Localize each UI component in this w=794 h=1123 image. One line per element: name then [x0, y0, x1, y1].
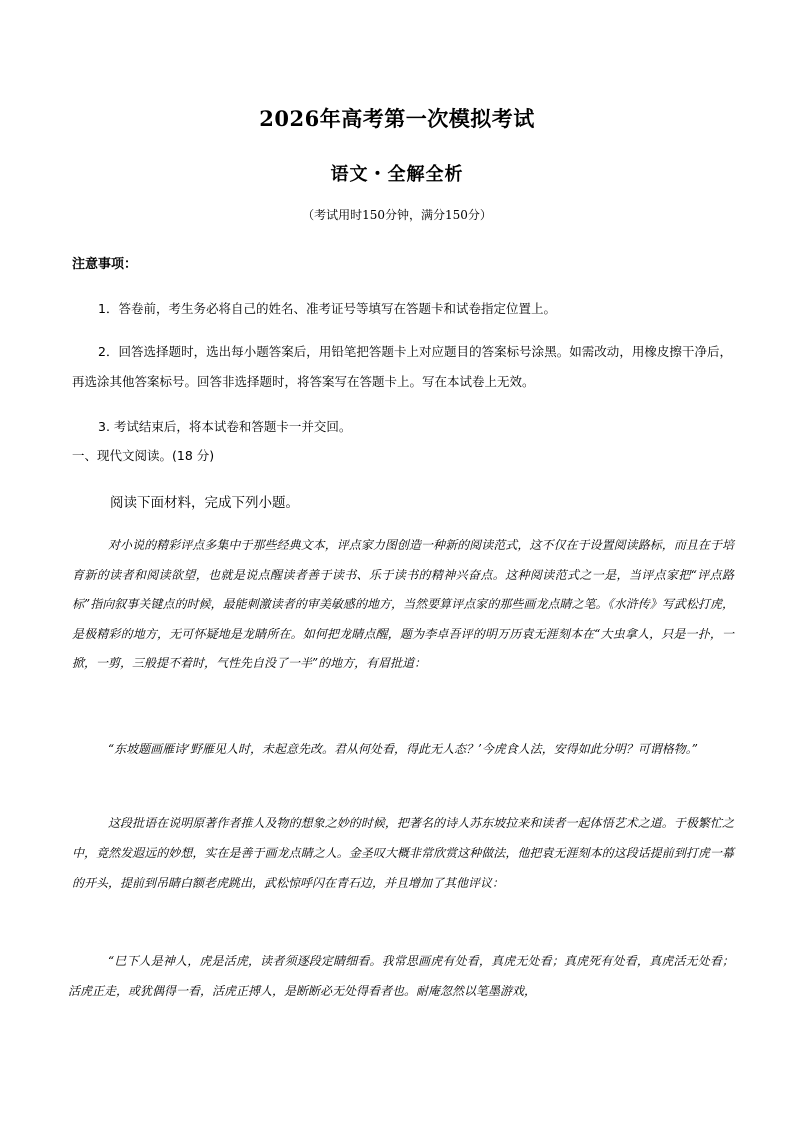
passage-paragraph-4: “巳下人是神人，虎是活虎，读者须逐段定睛细看。我常思画虎有处看，真虎无处看；真虎死有处看，真虎活无处看；活虎正走，或犹偶得一看，活虎正搏人，是断断必无处得看者也。耐庵忽然以笔墨游戏，: [68, 954, 734, 998]
passage-paragraph-3: 这段批语在说明原著作者推人及物的想象之妙的时候，把著名的诗人苏东坡拉来和读者一起体悟艺术之道。于极繁忙之中，竟然发遐远的妙想，实在是善于画龙点睛之人。金圣叹大概非常欣赏这种做法，他把袁无涯刻本的这段话提前到打虎一幕的开头，提前到吊睛白额老虎跳出，武松惊呼闪在青石边，并且增加了其他评议：: [72, 816, 734, 890]
reading-instruction: 阅读下面材料，完成下列小题。: [110, 495, 299, 511]
exam-title: 2026年高考第一次模拟考试: [259, 106, 535, 131]
exam-subtitle: 语文・全解全析: [330, 164, 464, 185]
notice-heading: 注意事项：: [72, 257, 138, 272]
exam-time-info: （考试用时150分钟，满分150分）: [302, 208, 492, 222]
passage-paragraph-2: “东坡题画雁诗‘野雁见人时，未起意先改。君从何处看，得此无人态？’今虎食人法，安得如此分明？可谓格物。”: [108, 742, 698, 756]
notice-item-3: 3. 考试结束后，将本试卷和答题卡一并交回。: [98, 419, 352, 434]
notice-item-1: 1．答卷前，考生务必将自己的姓名、准考证号等填写在答题卡和试卷指定位置上。: [98, 301, 556, 316]
section-heading: 一、现代文阅读。(18 分): [72, 448, 215, 463]
notice-item-2: 2．回答选择题时，选出每小题答案后，用铅笔把答题卡上对应题目的答案标号涂黑。如需改动，用橡皮擦干净后，再选涂其他答案标号。回答非选择题时，将答案写在答题卡上。写在本试卷上无效。: [72, 344, 732, 389]
passage-paragraph-1: 对小说的精彩评点多集中于那些经典文本，评点家力图创造一种新的阅读范式，这不仅在于设置阅读路标，而且在于培育新的读者和阅读欲望，也就是说点醒读者善于读书、乐于读书的精神兴奋点。这种阅读范式之一是，当评点家把“评点路标”指向叙事关键点的时候，最能刺激读者的审美敏感的地方，当然要算评点家的那些画龙点睛之笔。《水浒传》写武松打虎，是极精彩的地方，无可怀疑地是龙睛所在。如何把龙睛点醒，题为李卓吾评的明万历袁无涯刻本在“大虫拿人，只是一扑，一掀，一剪，三般提不着时，气性先自没了一半”的地方，有眉批道：: [72, 538, 734, 671]
